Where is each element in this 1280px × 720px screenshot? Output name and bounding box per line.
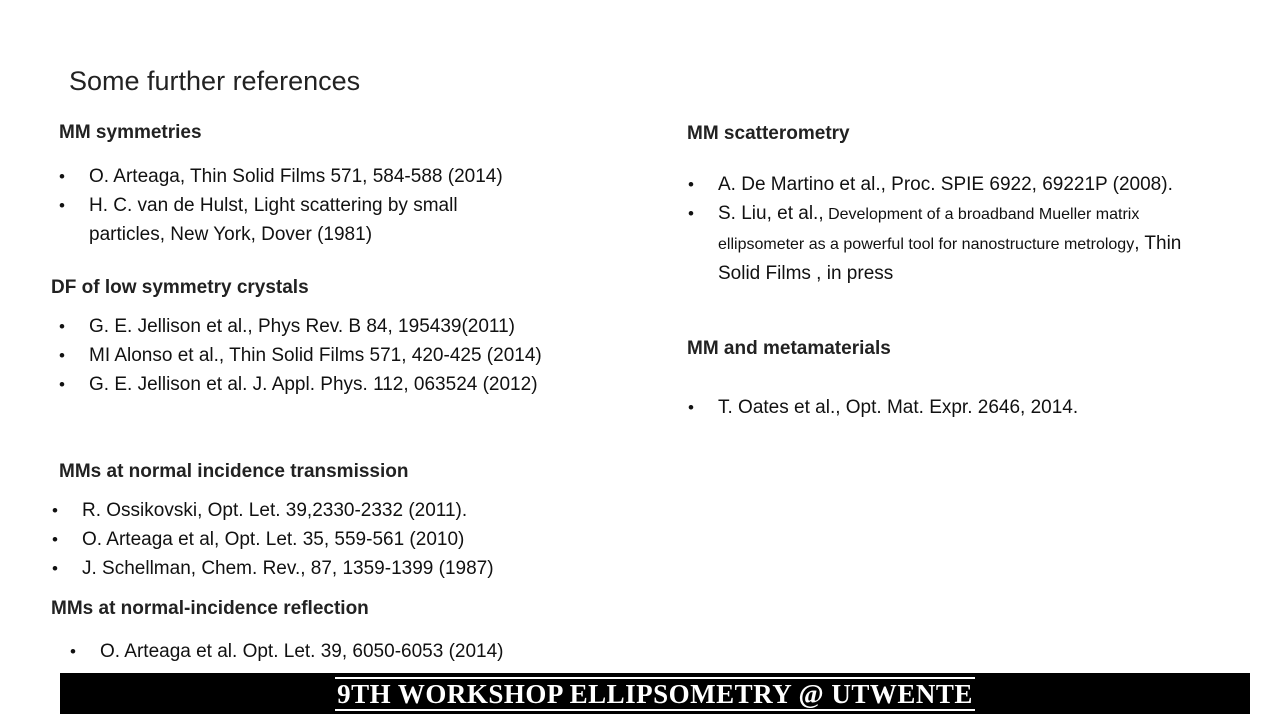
heading-mm-metamaterials: MM and metamaterials bbox=[687, 338, 891, 359]
reference-source: , Thin Solid Films , in press bbox=[718, 233, 1182, 284]
list-df-low-symmetry bbox=[59, 312, 549, 399]
heading-mm-scatterometry: MM scatterometry bbox=[687, 123, 850, 144]
reference-item: • G. E. Jellison et al. J. Appl. Phys. 112, 063524 (2012) bbox=[59, 370, 549, 399]
reference-item: • O. Arteaga et al. Opt. Let. 39, 6050-6053 (2014) bbox=[70, 637, 630, 666]
reference-item: • MI Alonso et al., Thin Solid Films 571, 420-425 (2014) bbox=[59, 341, 549, 370]
heading-mm-symmetries: MM symmetries bbox=[59, 122, 202, 143]
reference-item: • A. De Martino et al., Proc. SPIE 6922, 69221P (2008). bbox=[688, 170, 1198, 199]
list-mm-reflection bbox=[70, 637, 630, 666]
reference-item: • H. C. van de Hulst, Light scattering by small particles, New York, Dover (1981) bbox=[59, 191, 529, 249]
list-mm-scatterometry bbox=[688, 170, 1198, 288]
reference-item: • G. E. Jellison et al., Phys Rev. B 84, 195439(2011) bbox=[59, 312, 549, 341]
footer-text: 9TH WORKSHOP ELLIPSOMETRY @ UTWENTE bbox=[337, 679, 973, 709]
reference-author: S. Liu, et al., bbox=[718, 203, 824, 224]
heading-mm-reflection: MMs at normal-incidence reflection bbox=[51, 598, 369, 619]
reference-item bbox=[688, 199, 1198, 288]
list-mm-metamaterials bbox=[688, 393, 1198, 422]
reference-title: Development of a broadband Mueller matrix ellipsometer as a powerful tool for nanostructure metrology bbox=[718, 206, 1140, 253]
list-mm-symmetries bbox=[59, 162, 529, 249]
reference-item: • O. Arteaga et al, Opt. Let. 35, 559-561 (2010) bbox=[52, 525, 612, 554]
reference-item: • O. Arteaga, Thin Solid Films 571, 584-588 (2014) bbox=[59, 162, 529, 191]
list-mm-transmission bbox=[52, 496, 612, 583]
reference-item: • J. Schellman, Chem. Rev., 87, 1359-1399 (1987) bbox=[52, 554, 612, 583]
footer-banner bbox=[60, 673, 1250, 714]
reference-item: • R. Ossikovski, Opt. Let. 39,2330-2332 (2011). bbox=[52, 496, 612, 525]
slide-title: Some further references bbox=[69, 66, 361, 96]
heading-df-low-symmetry: DF of low symmetry crystals bbox=[51, 277, 309, 298]
reference-item: • T. Oates et al., Opt. Mat. Expr. 2646, 2014. bbox=[688, 393, 1198, 422]
heading-mm-transmission: MMs at normal incidence transmission bbox=[59, 461, 409, 482]
